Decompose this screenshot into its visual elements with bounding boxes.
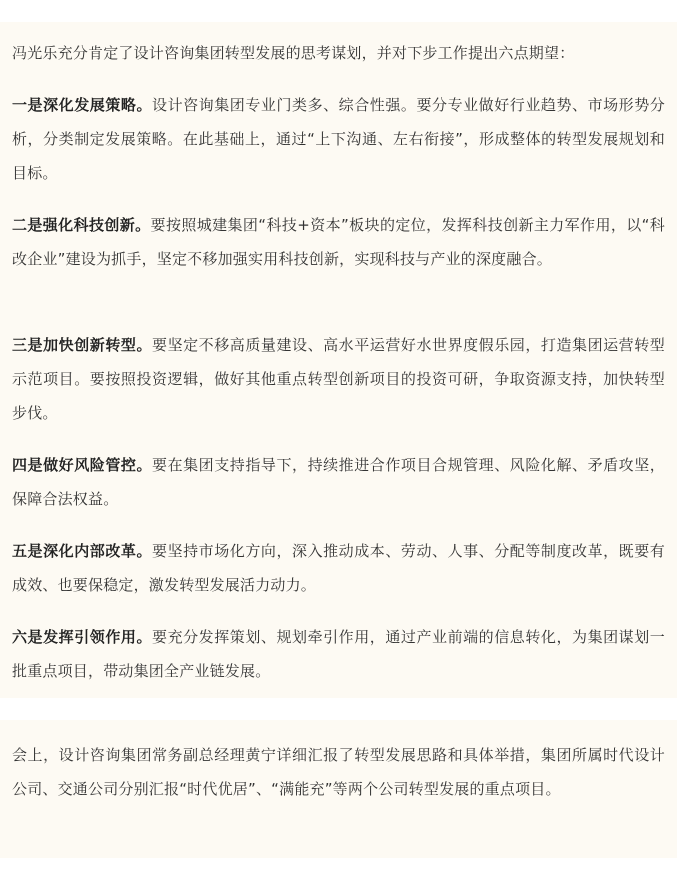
expectation-body-5: 要坚持市场化方向，深入推动成本、劳动、人事、分配等制度改革，既要有成效、也要保稳定，激发转型发展活力动力。 — [12, 542, 665, 594]
expectation-paragraph-4 — [12, 448, 665, 516]
expectation-body-1: 设计咨询集团专业门类多、综合性强。要分专业做好行业趋势、市场形势分析，分类制定发展策略。在此基础上，通过“上下沟通、左右衔接”，形成整体的转型发展规划和目标。 — [12, 96, 665, 182]
expectation-body-4: 要在集团支持指导下，持续推进合作项目合规管理、风险化解、矛盾攻坚，保障合法权益。 — [12, 456, 665, 508]
expectation-title-6: 六是发挥引领作用。 — [12, 628, 153, 646]
meeting-paragraph: 会上，设计咨询集团常务副总经理黄宁详细汇报了转型发展思路和具体举措，集团所属时代设计公司、交通公司分别汇报“时代优居”、“满能充”等两个公司转型发展的重点项目。 — [12, 746, 665, 798]
expectation-title-4: 四是做好风险管控。 — [12, 456, 153, 474]
expectation-title-3: 三是加快创新转型。 — [12, 336, 153, 354]
intro-paragraph: 冯光乐充分肯定了设计咨询集团转型发展的思考谋划，并对下步工作提出六点期望： — [12, 44, 575, 62]
expectation-paragraph-6 — [12, 620, 665, 688]
expectation-paragraph-5 — [12, 534, 665, 602]
expectation-paragraph-3 — [12, 328, 665, 430]
expectation-title-2: 二是强化科技创新。 — [12, 216, 151, 234]
meeting-section — [0, 720, 677, 858]
expectation-paragraph-2 — [12, 208, 665, 276]
expectation-paragraph-1 — [12, 88, 665, 190]
expectations-section — [0, 22, 677, 698]
expectation-body-2: 要按照城建集团“科技+资本”板块的定位，发挥科技创新主力军作用，以“科改企业”建设为抓手，坚定不移加强实用科技创新，实现科技与产业的深度融合。 — [12, 216, 665, 268]
expectation-body-6: 要充分发挥策划、规划牵引作用，通过产业前端的信息转化，为集团谋划一批重点项目，带动集团全产业链发展。 — [12, 628, 665, 680]
expectation-title-5: 五是深化内部改革。 — [12, 542, 153, 560]
expectation-title-1: 一是深化发展策略。 — [12, 96, 153, 114]
expectation-body-3: 要坚定不移高质量建设、高水平运营好水世界度假乐园，打造集团运营转型示范项目。要按照投资逻辑，做好其他重点转型创新项目的投资可研，争取资源支持，加快转型步伐。 — [12, 336, 665, 422]
